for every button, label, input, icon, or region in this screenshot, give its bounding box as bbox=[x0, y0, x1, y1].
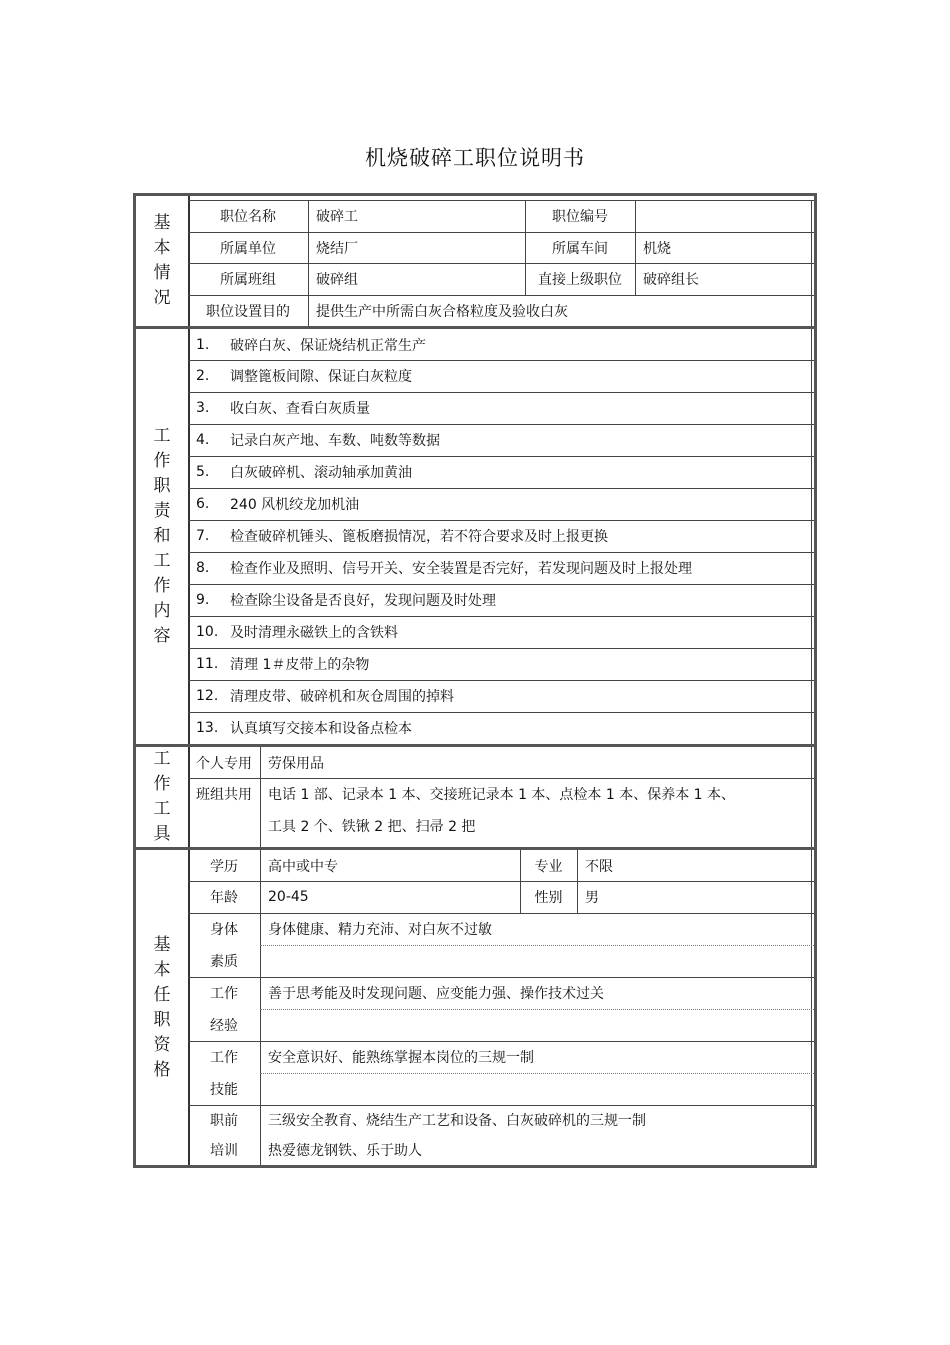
position-name-value: 破碎工 bbox=[316, 209, 358, 225]
duty-item: 8. 检查作业及照明、信号开关、安全装置是否完好，若发现问题及时上报处理 bbox=[196, 560, 692, 577]
training-label: 职前 培训 bbox=[210, 1113, 238, 1159]
physical-label: 身体 素质 bbox=[210, 922, 238, 970]
workshop-value: 机烧 bbox=[643, 240, 671, 257]
position-name-label: 职位名称 bbox=[220, 209, 276, 225]
training-line2: 热爱德龙钢铁、乐于助人 bbox=[268, 1143, 422, 1159]
duty-item: 10. 及时清理永磁铁上的含铁料 bbox=[196, 624, 398, 641]
gender-label: 性别 bbox=[534, 890, 563, 906]
duty-item: 3. 收白灰、查看白灰质量 bbox=[196, 400, 370, 417]
superior-label: 直接上级职位 bbox=[538, 272, 622, 288]
duty-item: 4. 记录白灰产地、车数、吨数等数据 bbox=[196, 432, 440, 449]
unit-value: 烧结厂 bbox=[316, 240, 358, 257]
skills-value: 安全意识好、能熟练掌握本岗位的三规一制 bbox=[268, 1050, 534, 1066]
duty-item: 2. 调整篦板间隙、保证白灰粒度 bbox=[196, 368, 412, 385]
personal-tools-label: 个人专用 bbox=[196, 755, 252, 772]
shared-tools-line2: 工具 2 个、铁锹 2 把、扫帚 2 把 bbox=[268, 819, 476, 835]
position-code-label: 职位编号 bbox=[552, 209, 608, 225]
duty-item: 6. 240 风机绞龙加机油 bbox=[196, 496, 360, 513]
experience-value: 善于思考能及时发现问题、应变能力强、操作技术过关 bbox=[268, 986, 604, 1002]
gender-value: 男 bbox=[585, 890, 599, 906]
personal-tools-value: 劳保用品 bbox=[268, 755, 324, 772]
purpose-label: 职位设置目的 bbox=[206, 303, 290, 320]
major-value: 不限 bbox=[585, 858, 613, 875]
duty-item: 5. 白灰破碎机、滚动轴承加黄油 bbox=[196, 464, 412, 481]
duties-section bbox=[136, 326, 814, 744]
duty-item: 1. 破碎白灰、保证烧结机正常生产 bbox=[196, 336, 426, 354]
basic-info-label: 基 本 情 况 bbox=[136, 196, 190, 326]
duty-item: 12. 清理皮带、破碎机和灰仓周围的掉料 bbox=[196, 688, 454, 705]
experience-label: 工作 经验 bbox=[210, 986, 238, 1034]
major-label: 专业 bbox=[534, 858, 563, 875]
unit-label: 所属单位 bbox=[220, 240, 276, 257]
duty-item: 13. 认真填写交接本和设备点检本 bbox=[196, 720, 412, 737]
qualifications-section bbox=[136, 847, 814, 1165]
workshop-label: 所属车间 bbox=[552, 240, 608, 257]
position-code-value bbox=[635, 200, 810, 232]
physical-value: 身体健康、精力充沛、对白灰不过敏 bbox=[268, 922, 492, 938]
shared-tools-line1: 电话 1 部、记录本 1 本、交接班记录本 1 本、点检本 1 本、保养本 1 本、 bbox=[268, 787, 736, 803]
tools-section bbox=[136, 744, 814, 847]
superior-value: 破碎组长 bbox=[643, 272, 699, 288]
duty-item: 11. 清理 1＃皮带上的杂物 bbox=[196, 656, 370, 673]
age-value: 20-45 bbox=[268, 889, 309, 905]
age-label: 年龄 bbox=[210, 890, 238, 906]
basic-info-section bbox=[136, 196, 814, 326]
tools-label: 工 作 工 具 bbox=[136, 747, 190, 847]
team-label: 所属班组 bbox=[220, 272, 276, 288]
skills-label: 工作 技能 bbox=[210, 1050, 238, 1098]
training-line1: 三级安全教育、烧结生产工艺和设备、白灰破碎机的三规一制 bbox=[268, 1113, 646, 1129]
duty-item: 7. 检查破碎机锤头、篦板磨损情况，若不符合要求及时上报更换 bbox=[196, 528, 608, 545]
education-value: 高中或中专 bbox=[268, 858, 338, 875]
job-description-table bbox=[133, 193, 817, 1168]
education-label: 学历 bbox=[210, 858, 238, 875]
qualifications-label: 基 本 任 职 资 格 bbox=[136, 850, 190, 1165]
purpose-value: 提供生产中所需白灰合格粒度及验收白灰 bbox=[316, 303, 568, 320]
shared-tools-label: 班组共用 bbox=[196, 787, 252, 803]
duties-label: 工 作 职 责 和 工 作 内 容 bbox=[136, 329, 190, 744]
document-title: 机烧破碎工职位说明书 bbox=[365, 146, 585, 170]
team-value: 破碎组 bbox=[316, 272, 358, 288]
duty-item: 9. 检查除尘设备是否良好，发现问题及时处理 bbox=[196, 592, 496, 609]
